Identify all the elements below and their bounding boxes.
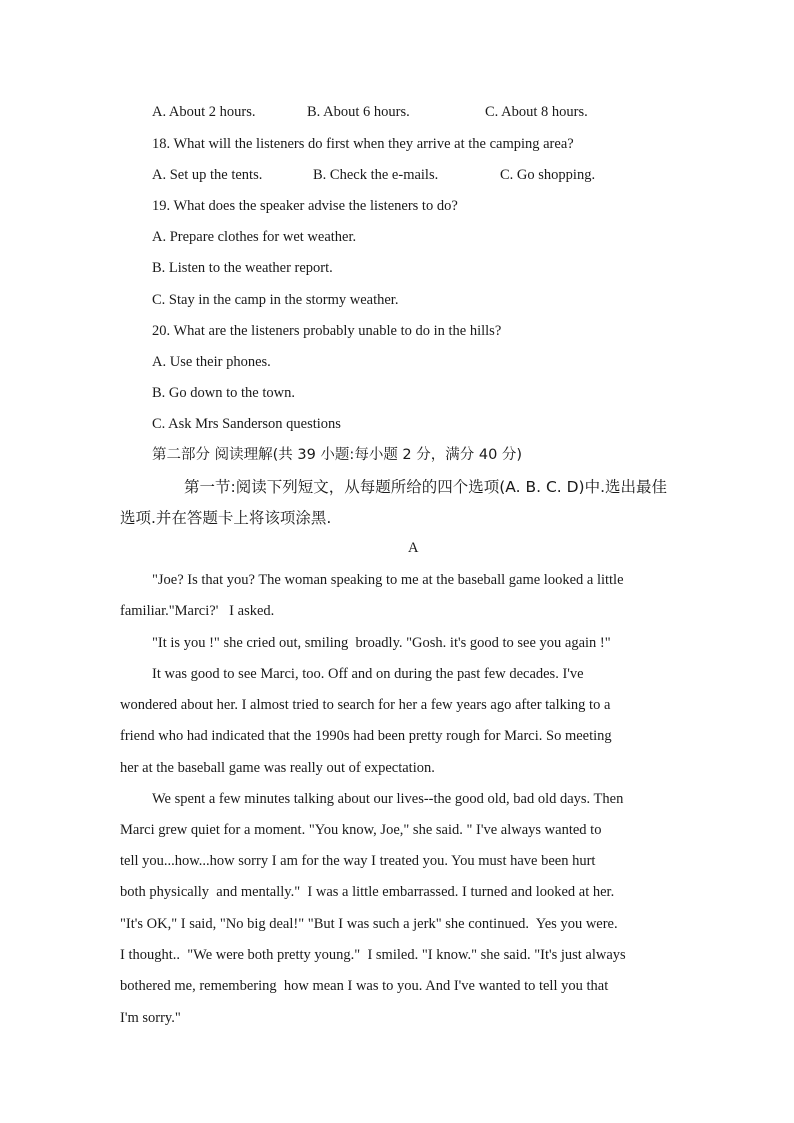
passage-line: I'm sorry." xyxy=(120,1010,181,1026)
passage-line: her at the baseball game was really out of expectation. xyxy=(120,760,435,776)
passage-line: friend who had indicated that the 1990s had been pretty rough for Marci. So meeting xyxy=(120,728,612,744)
q20-option-a: A. Use their phones. xyxy=(152,354,271,370)
q17-option-b: B. About 6 hours. xyxy=(307,104,410,120)
q20-question: 20. What are the listeners probably unable to do in the hills? xyxy=(152,323,502,339)
passage-line: "Joe? Is that you? The woman speaking to me at the baseball game looked a little xyxy=(152,572,624,588)
q19-option-a: A. Prepare clothes for wet weather. xyxy=(152,229,357,245)
passage-line: "It is you !" she cried out, smiling broadly. "Gosh. it's good to see you again !" xyxy=(152,635,611,651)
q18-question: 18. What will the listeners do first when they arrive at the camping area? xyxy=(152,136,574,152)
passage-line: bothered me, remembering how mean I was to you. And I've wanted to tell you that xyxy=(120,978,609,994)
q18-option-c: C. Go shopping. xyxy=(500,167,596,183)
q17-option-a: A. About 2 hours. xyxy=(152,104,256,120)
reading-part-heading: 第二部分 阅读理解(共 39 小题:每小题 2 分，满分 40 分) xyxy=(152,447,523,463)
q20-option-b: B. Go down to the town. xyxy=(152,385,295,401)
passage-line: "It's OK," I said, "No big deal!" "But I was such a jerk" she continued. Yes you were. xyxy=(120,916,618,932)
q18-option-b: B. Check the e-mails. xyxy=(313,167,439,183)
section-instruction-line1: 第一节:阅读下列短文，从每题所给的四个选项(A. B. C. D)中.选出最佳 xyxy=(184,478,668,496)
passage-line: tell you...how...how sorry I am for the way I treated you. You must have been hurt xyxy=(120,853,596,869)
q20-option-c: C. Ask Mrs Sanderson questions xyxy=(152,416,341,432)
passage-line: Marci grew quiet for a moment. "You know, Joe," she said. " I've always wanted to xyxy=(120,822,602,838)
passage-line: I thought.. "We were both pretty young." I smiled. "I know." she said. "It's just always xyxy=(120,947,626,963)
passage-line: It was good to see Marci, too. Off and on during the past few decades. I've xyxy=(152,666,584,682)
q19-option-b: B. Listen to the weather report. xyxy=(152,260,333,276)
q18-option-a: A. Set up the tents. xyxy=(152,167,263,183)
q19-question: 19. What does the speaker advise the listeners to do? xyxy=(152,198,458,214)
passage-label: A xyxy=(408,540,419,556)
passage-line: both physically and mentally." I was a little embarrassed. I turned and looked at her. xyxy=(120,884,615,900)
q17-option-c: C. About 8 hours. xyxy=(485,104,588,120)
q19-option-c: C. Stay in the camp in the stormy weather. xyxy=(152,292,399,308)
passage-line: familiar."Marci?' I asked. xyxy=(120,603,275,619)
section-instruction-line2: 选项.并在答题卡上将该项涂黑. xyxy=(120,509,332,527)
passage-line: wondered about her. I almost tried to search for her a few years ago after talking to a xyxy=(120,697,611,713)
passage-line: We spent a few minutes talking about our lives--the good old, bad old days. Then xyxy=(152,791,624,807)
